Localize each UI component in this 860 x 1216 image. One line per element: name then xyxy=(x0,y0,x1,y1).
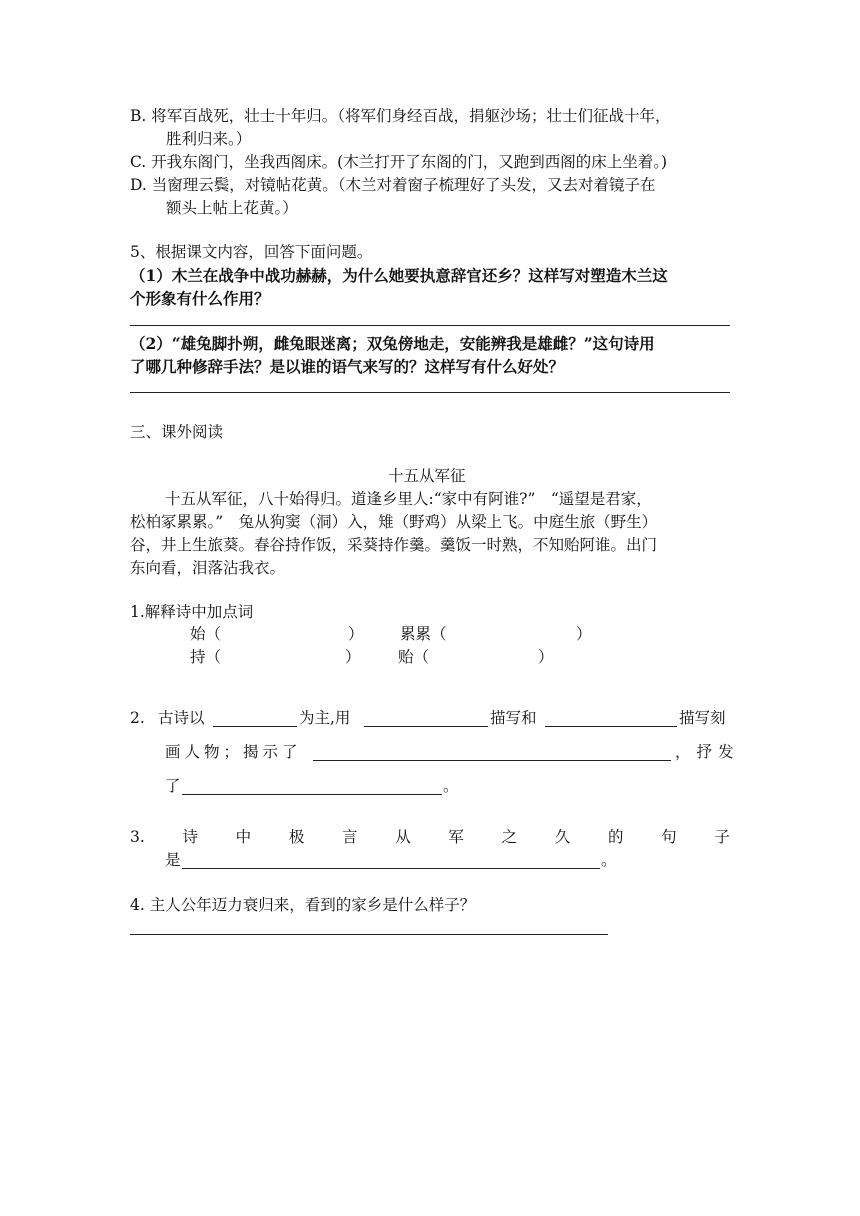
answer-line-4[interactable] xyxy=(130,934,608,935)
exercise3-char: 从 xyxy=(395,828,411,846)
exercise2-p3: 描写和 xyxy=(490,709,537,727)
exercise2-line3-a: 了 xyxy=(165,777,181,795)
exercise3-line1 xyxy=(130,830,730,846)
blank-2-1[interactable] xyxy=(213,726,297,727)
exercise2-p2: 为主,用 xyxy=(299,709,351,727)
exercise3-char: 之 xyxy=(501,828,518,846)
blank-2-3[interactable] xyxy=(545,726,677,727)
close-paren-2: ） xyxy=(576,625,592,643)
blank-2-4[interactable] xyxy=(313,760,671,761)
answer-line-q2[interactable] xyxy=(130,392,730,393)
exercise3-char: 极 xyxy=(288,828,305,846)
blank-2-2[interactable] xyxy=(364,726,488,727)
option-c: C. 开我东阁门，坐我西阁床。(木兰打开了东阁的门，又跑到西阁的床上坐着。) xyxy=(130,153,668,171)
exercise4-text: 4. 主人公年迈力衰归来，看到的家乡是什么样子？ xyxy=(130,896,476,914)
poem-line3: 谷，井上生旅葵。春谷持作饭，采葵持作羹。羹饭一时熟，不知贻阿谁。出门 xyxy=(130,536,658,554)
question5-q1-line2: 个形象有什么作用？ xyxy=(130,289,270,308)
exercise3-line2-end: 。 xyxy=(601,851,617,869)
exercise3-num: 3. xyxy=(130,828,145,846)
exercise2-p4: 描写刻 xyxy=(679,709,726,727)
option-d-line2: 额头上帖上花黄。） xyxy=(166,199,298,217)
section3-heading: 三、课外阅读 xyxy=(130,423,224,441)
exercise2-num: 2. xyxy=(130,709,145,727)
option-d-line1: D. 当窗理云鬓，对镜帖花黄。（木兰对着窗子梳理好了头发，又去对着镜子在 xyxy=(130,176,656,194)
question5-q2-line2: 了哪几种修辞手法？是以谁的语气来写的？这样写有什么好处？ xyxy=(130,357,565,376)
blank-2-5[interactable] xyxy=(182,794,442,795)
poem-line1: 十五从军征，八十始得归。道逢乡里人:“家中有阿谁?” “遥望是君家， xyxy=(165,490,652,508)
option-b-line1: B. 将军百战死，壮士十年归。（将军们身经百战，捐躯沙场；壮士们征战十年， xyxy=(130,107,671,125)
exercise2-line3-end: 。 xyxy=(443,777,459,795)
close-paren-4: ） xyxy=(538,648,554,666)
close-paren-3: ） xyxy=(345,648,361,666)
poem-line2: 松柏冢累累。” 兔从狗窦（洞）入，雉（野鸡）从梁上飞。中庭生旅（野生） xyxy=(130,513,658,531)
exercise1-item-shi xyxy=(190,627,221,643)
exercise3-char: 言 xyxy=(342,828,358,846)
option-b-line2: 胜利归来。） xyxy=(166,130,252,148)
blank-3-1[interactable] xyxy=(182,868,600,869)
question5-q2-line1: （2）“雄兔脚扑朔，雌兔眼迷离；双兔傍地走，安能辨我是雄雌？”这句诗用 xyxy=(130,334,655,353)
word-yi: 贻（ xyxy=(398,648,430,666)
close-paren-1: ） xyxy=(348,625,364,643)
exercise3-char: 句 xyxy=(661,828,677,846)
answer-line-q1[interactable] xyxy=(130,325,730,326)
exercise2-p1: 古诗以 xyxy=(158,709,205,727)
exercise3-char: 子 xyxy=(714,828,730,846)
poem-title: 十五从军征 xyxy=(388,467,466,485)
exercise3-char: 中 xyxy=(235,828,252,846)
word-leilei: 累累（ xyxy=(400,625,447,643)
exercise2-line2-a: 画人物；揭示了 xyxy=(165,743,302,761)
exercise3-char: 诗 xyxy=(182,828,198,846)
exercise3-char: 军 xyxy=(448,828,464,846)
exercise1-title: 1.解释诗中加点词 xyxy=(130,603,254,621)
exercise3-line2-a: 是 xyxy=(165,851,181,869)
exercise3-char: 的 xyxy=(607,828,624,846)
poem-line4: 东向看，泪落沾我衣。 xyxy=(130,559,286,577)
exercise2-line2-b: ，抒发 xyxy=(675,743,740,761)
word-chi: 持（ xyxy=(190,648,222,666)
question5-q1-line1: （1）木兰在战争中战功赫赫，为什么她要执意辞官还乡？这样写对塑造木兰这 xyxy=(130,266,668,285)
word-shi: 始（ xyxy=(190,625,222,643)
exercise3-char: 久 xyxy=(554,828,571,846)
question5-title: 5、根据课文内容，回答下面问题。 xyxy=(130,243,373,261)
